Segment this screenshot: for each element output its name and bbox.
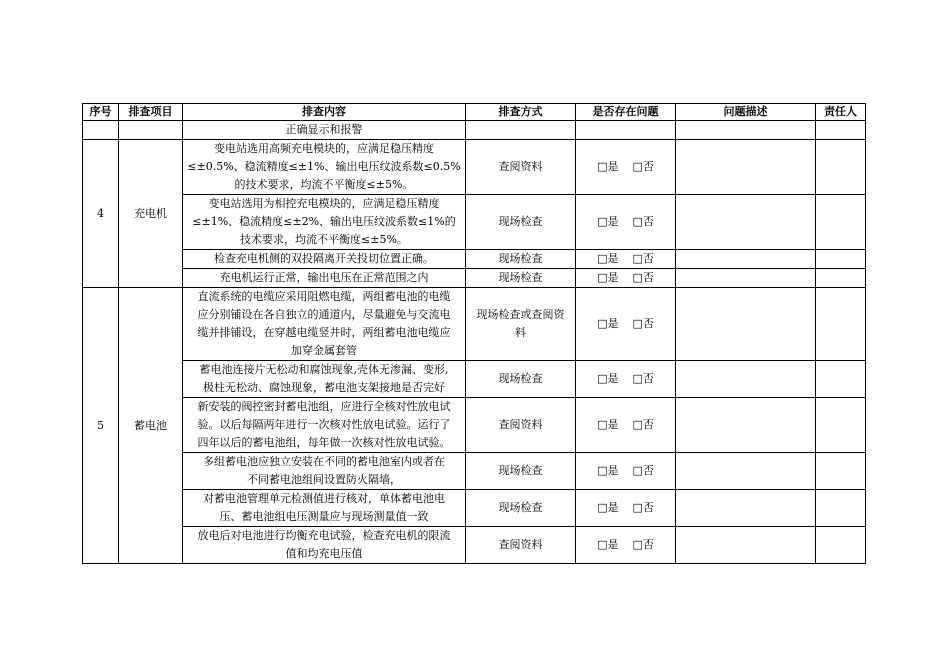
no-checkbox[interactable]: □否 bbox=[632, 501, 654, 514]
has-issue-cell bbox=[576, 361, 676, 398]
table-row bbox=[83, 527, 866, 564]
yes-checkbox[interactable]: □是 bbox=[597, 215, 619, 228]
no-checkbox[interactable]: □否 bbox=[632, 215, 654, 228]
content-cell: 直流系统的电缆应采用阻燃电缆，两组蓄电池的电缆 应分别铺设在各自独立的通道内，尽量避免与交流电 缆并排铺设，在穿越电缆竖井时，两组蓄电池电缆应 加穿金属套管 bbox=[183, 288, 466, 361]
owner-cell[interactable] bbox=[816, 398, 866, 453]
header-has-issue: 是否存在问题 bbox=[576, 104, 676, 121]
owner-cell[interactable] bbox=[816, 195, 866, 250]
description-cell[interactable] bbox=[676, 490, 816, 527]
method-cell: 查阅资料 bbox=[466, 527, 576, 564]
content-cell: 变电站选用高频充电模块的，应满足稳压精度 ≤±0.5%、稳流精度≤±1%、输出电压纹波系数≤0.5% 的技术要求，均流不平衡度≤±5%。 bbox=[183, 140, 466, 195]
table-row bbox=[83, 140, 866, 195]
description-cell[interactable] bbox=[676, 288, 816, 361]
content-cell: 对蓄电池管理单元检测值进行核对，单体蓄电池电 压、蓄电池组电压测量应与现场测量值一致 bbox=[183, 490, 466, 527]
header-content: 排查内容 bbox=[183, 104, 466, 121]
owner-cell[interactable] bbox=[816, 140, 866, 195]
owner-cell[interactable] bbox=[816, 527, 866, 564]
description-cell[interactable] bbox=[676, 195, 816, 250]
no-checkbox[interactable]: □否 bbox=[632, 317, 654, 330]
table-row bbox=[83, 490, 866, 527]
yes-checkbox[interactable]: □是 bbox=[597, 538, 619, 551]
yes-checkbox[interactable]: □是 bbox=[597, 464, 619, 477]
table-row bbox=[83, 398, 866, 453]
has-issue-cell bbox=[576, 527, 676, 564]
content-cell: 新安装的阀控密封蓄电池组，应进行全核对性放电试 验。以后每隔两年进行一次核对性放电试验。运行了 四年以后的蓄电池组，每年做一次核对性放电试验。 bbox=[183, 398, 466, 453]
table-row bbox=[83, 288, 866, 361]
has-issue-cell bbox=[576, 490, 676, 527]
header-owner: 责任人 bbox=[816, 104, 866, 121]
content-cell: 放电后对电池进行均衡充电试验，检查充电机的限流 值和均充电压值 bbox=[183, 527, 466, 564]
description-cell[interactable] bbox=[676, 121, 816, 140]
no-checkbox[interactable]: □否 bbox=[632, 464, 654, 477]
yes-checkbox[interactable]: □是 bbox=[597, 372, 619, 385]
header-item: 排查项目 bbox=[119, 104, 183, 121]
owner-cell[interactable] bbox=[816, 121, 866, 140]
content-cell: 检查充电机侧的双投隔离开关投切位置正确。 bbox=[183, 250, 466, 269]
no-checkbox[interactable]: □否 bbox=[632, 160, 654, 173]
content-cell: 多组蓄电池应独立安装在不同的蓄电池室内或者在 不同蓄电池组间设置防火隔墙， bbox=[183, 453, 466, 490]
table-row bbox=[83, 195, 866, 250]
no-checkbox[interactable]: □否 bbox=[632, 538, 654, 551]
no-cell bbox=[83, 121, 119, 140]
content-cell: 正确显示和报警 bbox=[183, 121, 466, 140]
item-cell bbox=[119, 121, 183, 140]
header-no: 序号 bbox=[83, 104, 119, 121]
has-issue-cell bbox=[576, 453, 676, 490]
description-cell[interactable] bbox=[676, 527, 816, 564]
owner-cell[interactable] bbox=[816, 250, 866, 269]
no-checkbox[interactable]: □否 bbox=[632, 418, 654, 431]
method-cell bbox=[466, 121, 576, 140]
has-issue-cell bbox=[576, 288, 676, 361]
description-cell[interactable] bbox=[676, 453, 816, 490]
method-cell: 现场检查 bbox=[466, 195, 576, 250]
has-issue-cell bbox=[576, 269, 676, 288]
description-cell[interactable] bbox=[676, 398, 816, 453]
no-checkbox[interactable]: □否 bbox=[632, 372, 654, 385]
has-issue-cell bbox=[576, 250, 676, 269]
table-row bbox=[83, 269, 866, 288]
row-number: 4 bbox=[83, 140, 119, 288]
no-checkbox[interactable]: □否 bbox=[632, 252, 654, 265]
yes-checkbox[interactable]: □是 bbox=[597, 271, 619, 284]
method-cell: 现场检查 bbox=[466, 490, 576, 527]
owner-cell[interactable] bbox=[816, 288, 866, 361]
table-row bbox=[83, 250, 866, 269]
content-cell: 蓄电池连接片无松动和腐蚀现象,壳体无渗漏、变形, 极柱无松动、腐蚀现象，蓄电池支架接地是否完好 bbox=[183, 361, 466, 398]
method-cell: 现场检查 bbox=[466, 269, 576, 288]
has-issue-cell bbox=[576, 121, 676, 140]
table-row bbox=[83, 121, 866, 140]
description-cell[interactable] bbox=[676, 250, 816, 269]
owner-cell[interactable] bbox=[816, 269, 866, 288]
description-cell[interactable] bbox=[676, 269, 816, 288]
yes-checkbox[interactable]: □是 bbox=[597, 160, 619, 173]
owner-cell[interactable] bbox=[816, 361, 866, 398]
item-name: 充电机 bbox=[119, 140, 183, 288]
content-cell: 充电机运行正常，输出电压在正常范围之内 bbox=[183, 269, 466, 288]
owner-cell[interactable] bbox=[816, 490, 866, 527]
row-number: 5 bbox=[83, 288, 119, 564]
header-row bbox=[83, 104, 866, 121]
method-cell: 查阅资料 bbox=[466, 140, 576, 195]
header-description: 问题描述 bbox=[676, 104, 816, 121]
description-cell[interactable] bbox=[676, 140, 816, 195]
description-cell[interactable] bbox=[676, 361, 816, 398]
yes-checkbox[interactable]: □是 bbox=[597, 317, 619, 330]
method-cell: 现场检查 bbox=[466, 453, 576, 490]
has-issue-cell bbox=[576, 140, 676, 195]
content-cell: 变电站选用为相控充电模块的，应满足稳压精度 ≤±1%、稳流精度≤±2%、输出电压纹波系数≤1%的 技术要求，均流不平衡度≤±5%。 bbox=[183, 195, 466, 250]
no-checkbox[interactable]: □否 bbox=[632, 271, 654, 284]
has-issue-cell bbox=[576, 195, 676, 250]
method-cell: 查阅资料 bbox=[466, 398, 576, 453]
method-cell: 现场检查 bbox=[466, 361, 576, 398]
item-name: 蓄电池 bbox=[119, 288, 183, 564]
yes-checkbox[interactable]: □是 bbox=[597, 501, 619, 514]
method-cell: 现场检查 bbox=[466, 250, 576, 269]
owner-cell[interactable] bbox=[816, 453, 866, 490]
yes-checkbox[interactable]: □是 bbox=[597, 252, 619, 265]
yes-checkbox[interactable]: □是 bbox=[597, 418, 619, 431]
header-method: 排查方式 bbox=[466, 104, 576, 121]
inspection-table bbox=[82, 103, 866, 564]
table-row bbox=[83, 453, 866, 490]
method-cell: 现场检查或查阅资 料 bbox=[466, 288, 576, 361]
table-row bbox=[83, 361, 866, 398]
has-issue-cell bbox=[576, 398, 676, 453]
